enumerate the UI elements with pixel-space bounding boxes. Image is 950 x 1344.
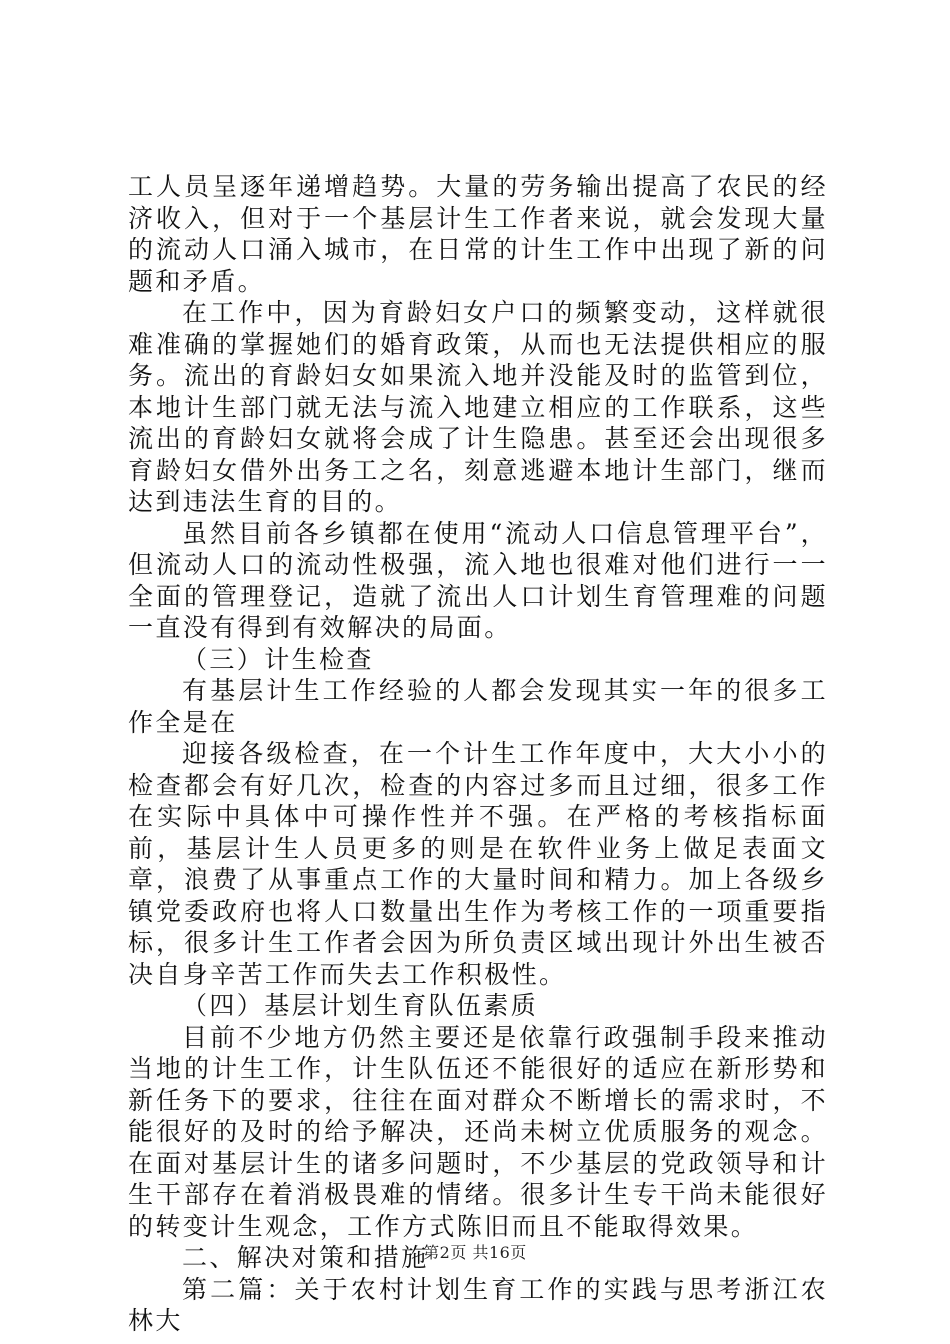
paragraph-7: 第二篇：关于农村计划生育工作的实践与思考浙江农林大 xyxy=(128,1274,828,1335)
section-heading-3: （三）计生检查 xyxy=(182,644,374,674)
section-heading-2: 二、解决对策和措施 xyxy=(182,1243,429,1272)
page-footer: 第2页 共16页 xyxy=(423,1243,527,1262)
paragraph-5: 迎接各级检查，在一个计生工作年度中，大大小小的检查都会有好几次，检查的内容过多而且过细，很多工作在实际中具体中可操作性并不强。在严格的考核指标面前，基层计生人员更多的则是在软件业务上做足表面文章，浪费了从事重点工作的大量时间和精力。加上各级乡镇党委政府也将人口数量出生作为考核工作的一项重要指标，很多计生工作者会因为所负责区域出现计外出生被否决自身辛苦工作而失去工作积极性。 xyxy=(128,739,828,989)
paragraph-4: 有基层计生工作经验的人都会发现其实一年的很多工作全是在 xyxy=(128,676,828,737)
paragraph-3: 虽然目前各乡镇都在使用“流动人口信息管理平台”，但流动人口的流动性极强，流入地也很难对他们进行一一全面的管理登记，造就了流出人口计划生育管理难的问题一直没有得到有效解决的局面。 xyxy=(128,518,828,642)
section-heading-4: （四）基层计划生育队伍素质 xyxy=(182,991,539,1020)
paragraph-6: 目前不少地方仍然主要还是依靠行政强制手段来推动当地的计生工作，计生队伍还不能很好的适应在新形势和新任务下的要求，往往在面对群众不断增长的需求时，不能很好的及时的给予解决，还尚未树立优质服务的观念。在面对基层计生的诸多问题时，不少基层的党政领导和计生干部存在着消极畏难的情绪。很多计生专干尚未能很好的转变计生观念，工作方式陈旧而且不能取得效果。 xyxy=(128,1022,828,1241)
paragraph-2: 在工作中，因为育龄妇女户口的频繁变动，这样就很难准确的掌握她们的婚育政策，从而也无法提供相应的服务。流出的育龄妇女如果流入地并没能及时的监管到位，本地计生部门就无法与流入地建立相应的工作联系，这些流出的育龄妇女就将会成了计生隐患。甚至还会出现很多育龄妇女借外出务工之名，刻意逃避本地计生部门，继而达到违法生育的目的。 xyxy=(128,298,828,516)
paragraph-1: 工人员呈逐年递增趋势。大量的劳务输出提高了农民的经济收入，但对于一个基层计生工作者来说，就会发现大量的流动人口涌入城市，在日常的计生工作中出现了新的问题和矛盾。 xyxy=(128,172,828,296)
document-body xyxy=(128,171,828,1337)
